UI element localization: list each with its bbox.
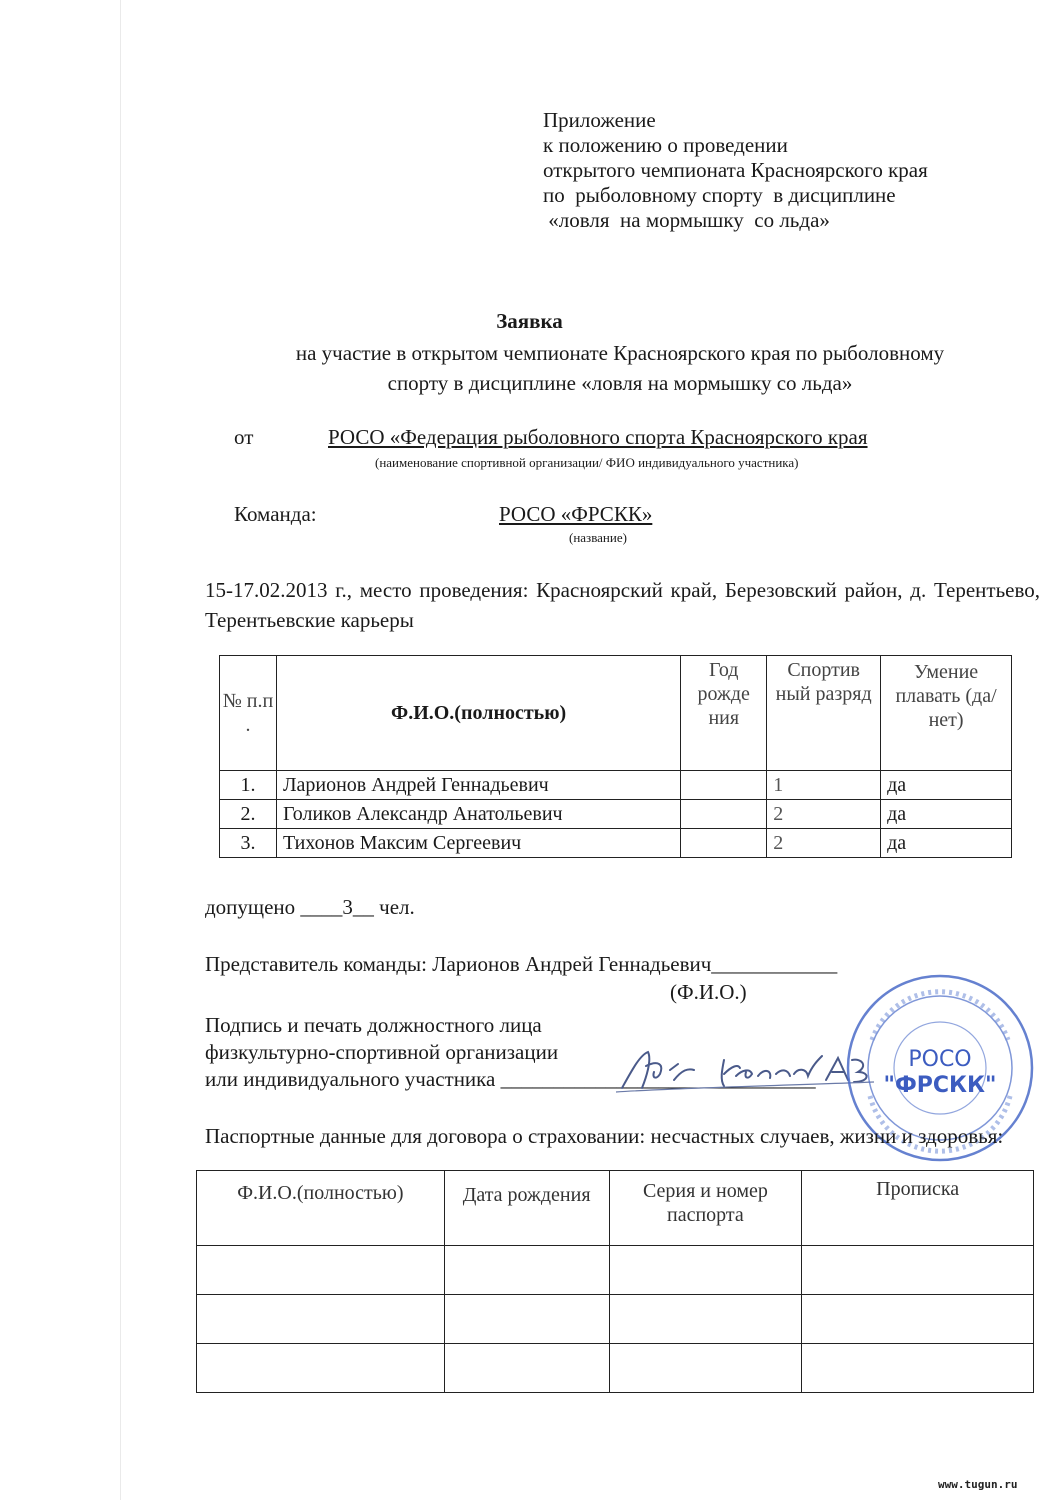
cell: [609, 1246, 802, 1295]
row-rank: 2: [767, 800, 881, 829]
cell: [444, 1246, 609, 1295]
from-caption: (наименование спортивной организации/ ФИО индивидуального участника): [375, 455, 799, 470]
cell: [609, 1344, 802, 1393]
team-representative: Представитель команды: Ларионов Андрей Геннадьевич____________: [205, 952, 838, 976]
header-passport: Серия и номер паспорта: [609, 1171, 802, 1246]
row-year: [681, 800, 767, 829]
participants-header-row: [220, 656, 1012, 771]
site-watermark: www.tugun.ru: [938, 1478, 1018, 1491]
row-swim: да: [881, 829, 1012, 858]
row-num: 3.: [220, 829, 277, 858]
header-swim: Умение плавать (да/нет): [881, 656, 1012, 771]
passport-text: Паспортные данные для договора о страховании: несчастных случаев, жизни и здоровья:: [205, 1124, 1004, 1148]
participants-table: [219, 655, 1012, 858]
admitted-number: 3: [342, 895, 353, 919]
header-sport-rank: Спортив ный разряд: [767, 656, 881, 771]
row-fio: Тихонов Максим Сергеевич: [276, 829, 680, 858]
subtitle-line-1: на участие в открытом чемпионате Красноярского края по рыболовному: [295, 341, 945, 365]
admitted-suffix: __ чел.: [352, 895, 415, 919]
passport-table: [196, 1170, 1034, 1393]
event-details: 15-17.02.2013 г., место проведения: Красноярский край, Березовский район, д. Терентьево, Терентьевские карьеры: [205, 578, 1040, 632]
table-row: [220, 800, 1012, 829]
cell: [197, 1246, 445, 1295]
table-row: [220, 829, 1012, 858]
cell: [802, 1295, 1034, 1344]
table-row: [220, 771, 1012, 800]
signature-line-1: Подпись и печать должностного лица: [205, 1013, 542, 1037]
representative-caption: (Ф.И.О.): [670, 980, 747, 1004]
cell: [197, 1295, 445, 1344]
row-num: 1.: [220, 771, 277, 800]
header-birth-year: Год рожде ния: [681, 656, 767, 771]
from-organization: РОСО «Федерация рыболовного спорта Красноярского края: [328, 425, 868, 449]
row-swim: да: [881, 800, 1012, 829]
header-fio: Ф.И.О.(полностью): [197, 1171, 445, 1246]
cell: [802, 1344, 1034, 1393]
stamp-text-2: "ФРСКК": [883, 1073, 997, 1098]
annex-line-1: Приложение: [543, 108, 656, 132]
admitted-count: [205, 895, 415, 920]
cell: [444, 1344, 609, 1393]
table-row: [197, 1246, 1034, 1295]
team-name: РОСО «ФРСКК»: [499, 502, 653, 526]
team-label: Команда:: [234, 502, 317, 526]
table-row: [197, 1344, 1034, 1393]
passport-header-row: [197, 1171, 1034, 1246]
annex-line-2: к положению о проведении: [543, 133, 788, 157]
row-fio: Ларионов Андрей Геннадьевич: [276, 771, 680, 800]
admitted-prefix: допущено ____: [205, 895, 343, 919]
annex-line-3: открытого чемпионата Красноярского края: [543, 158, 928, 182]
document-title: Заявка: [496, 309, 563, 333]
scan-shadow-line: [120, 0, 121, 1500]
row-year: [681, 829, 767, 858]
subtitle-line-2: спорту в дисциплине «ловля на мормышку со льда»: [387, 371, 853, 395]
row-rank: 2: [767, 829, 881, 858]
row-num: 2.: [220, 800, 277, 829]
header-num: № п.п .: [220, 656, 277, 771]
signature-line-3: или индивидуального участника ______________________________: [205, 1067, 816, 1091]
signature-line-2: физкультурно-спортивной организации: [205, 1040, 559, 1064]
row-rank: 1: [767, 771, 881, 800]
stamp-text-1: РОСО: [908, 1047, 972, 1072]
annex-line-5: «ловля на мормышку со льда»: [543, 208, 830, 232]
table-row: [197, 1295, 1034, 1344]
cell: [802, 1246, 1034, 1295]
team-caption: (название): [569, 530, 627, 545]
cell: [197, 1344, 445, 1393]
row-fio: Голиков Александр Анатольевич: [276, 800, 680, 829]
annex-header: [543, 108, 928, 233]
annex-line-4: по рыболовному спорту в дисциплине: [543, 183, 896, 207]
from-label: от: [234, 425, 254, 449]
row-swim: да: [881, 771, 1012, 800]
cell: [609, 1295, 802, 1344]
header-dob: Дата рождения: [444, 1171, 609, 1246]
header-fio: Ф.И.О.(полностью): [276, 656, 680, 771]
header-residence: Прописка: [802, 1171, 1034, 1246]
row-year: [681, 771, 767, 800]
cell: [444, 1295, 609, 1344]
document-subtitle: [200, 338, 1040, 398]
